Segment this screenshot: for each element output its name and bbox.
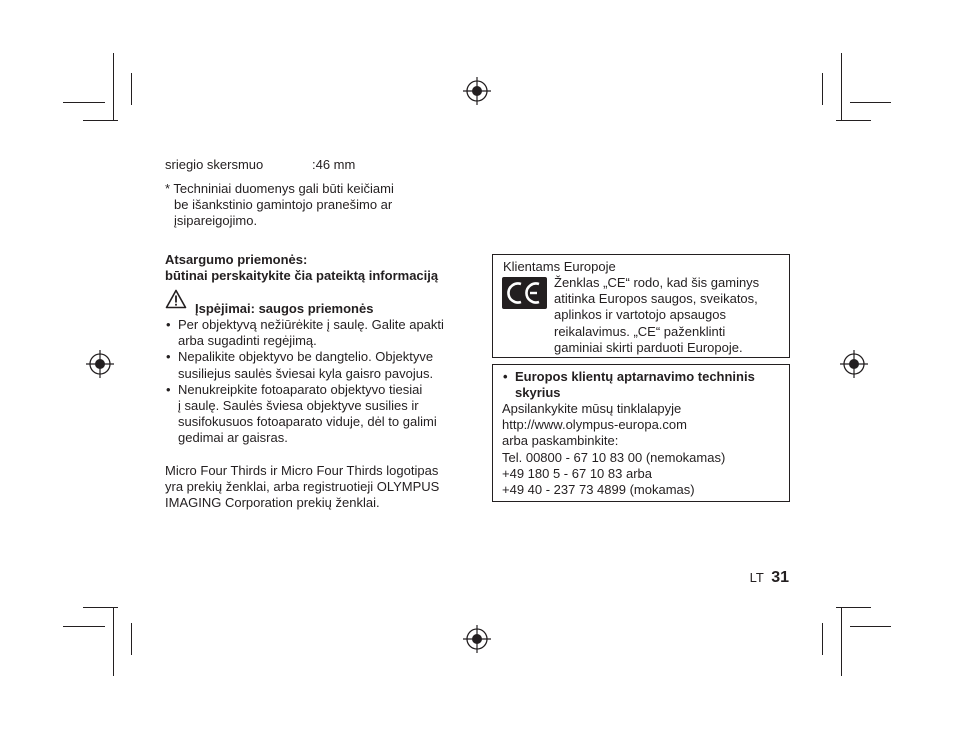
support-phone-line: +49 40 - 237 73 4899 (mokamas) [502, 482, 695, 498]
support-url: http://www.olympus-europa.com [502, 417, 687, 433]
spec-note-line: * Techniniai duomenys gali būti keičiami [165, 181, 394, 196]
crop-mark [822, 623, 823, 655]
spec-note [165, 181, 394, 230]
list-item-line: susifokusuos fotoaparato viduje, dėl to galimi [178, 414, 437, 430]
support-heading-line: • Europos klientų aptarnavimo techninis [515, 369, 755, 384]
ce-box-line: Ženklas „CE“ rodo, kad šis gaminys [554, 275, 760, 290]
registration-mark-icon [463, 625, 491, 653]
support-heading-line: skyrius [515, 385, 561, 401]
support-line: Apsilankykite mūsų tinklalapyje [502, 401, 682, 416]
ce-box-line: reikalavimus. „CE“ paženklinti [554, 323, 726, 339]
spec-label: sriegio skersmuo [165, 157, 264, 172]
ce-box-title: Klientams Europoje [503, 259, 616, 274]
registration-mark-icon [463, 77, 491, 105]
spec-row [165, 157, 263, 173]
registration-mark-icon [840, 350, 868, 378]
crop-mark [63, 626, 105, 627]
warning-list [165, 317, 444, 447]
crop-mark [131, 623, 132, 655]
support-info-box [492, 364, 790, 502]
list-item [165, 349, 444, 381]
list-item-line: susiliejus saulės šviesai kyla gaisro pavojus. [178, 365, 434, 381]
support-phone-line: Tel. 00800 - 67 10 83 00 (nemokamas) [502, 449, 726, 465]
support-heading [502, 369, 798, 401]
crop-mark [83, 120, 118, 121]
support-phone-line: +49 180 5 - 67 10 83 arba [502, 465, 652, 481]
list-item-line: į saulę. Saulės šviesa objektyve susilies ir [178, 398, 419, 414]
trademark-line: Micro Four Thirds ir Micro Four Thirds logotipas [165, 463, 439, 478]
registration-mark-icon [86, 350, 114, 378]
list-item-line: • Per objektyvą nežiūrėkite į saulę. Galite apakti [178, 317, 444, 332]
warning-triangle-icon [165, 289, 187, 309]
crop-mark [113, 53, 114, 121]
list-item-line: • Nepalikite objektyvo be dangtelio. Objektyve [178, 349, 434, 365]
crop-mark [113, 608, 114, 676]
list-item-line: gedimai ar gaisras. [178, 430, 288, 446]
spec-value: :46 mm [312, 157, 356, 172]
ce-box-line: atitinka Europos saugos, sveikatos, [554, 291, 758, 307]
list-item [165, 382, 444, 447]
safety-heading-line2: būtinai perskaitykite čia pateiktą informaciją [165, 268, 439, 284]
list-item-line: arba sugadinti regėjimą. [178, 333, 317, 349]
trademark-line: IMAGING Corporation prekių ženklai. [165, 495, 380, 511]
crop-mark [850, 102, 891, 103]
ce-box-line: aplinkos ir vartotojo apsaugos [554, 307, 726, 323]
support-line: arba paskambinkite: [502, 433, 619, 449]
trademark-line: yra prekių ženklai, arba registruotieji OLYMPUS [165, 479, 440, 495]
trademark-notice [165, 463, 439, 512]
spec-value-wrap [312, 157, 355, 173]
crop-mark [841, 53, 842, 121]
ce-box-text [554, 275, 759, 356]
ce-box-line: gaminiai skirti parduoti Europoje. [554, 339, 743, 355]
page-number: 31 [771, 569, 789, 586]
safety-heading-line1: Atsargumo priemonės: [165, 252, 308, 267]
language-code: LT [749, 570, 764, 585]
crop-mark [836, 120, 871, 121]
crop-mark [850, 626, 891, 627]
page-number-footer [750, 570, 789, 586]
safety-heading [165, 252, 438, 284]
ce-info-box [492, 254, 790, 358]
ce-logo-icon [502, 277, 547, 309]
crop-mark [822, 73, 823, 105]
crop-mark [841, 608, 842, 676]
list-item [165, 317, 444, 349]
crop-mark [131, 73, 132, 105]
list-item-line: • Nenukreipkite fotoaparato objektyvo tiesiai [178, 381, 423, 397]
spec-note-line: be išankstinio gamintojo pranešimo ar [174, 197, 393, 213]
crop-mark [63, 102, 105, 103]
support-text [502, 401, 725, 498]
warning-title: Įspėjimai: saugos priemonės [195, 301, 374, 316]
spec-note-line: įsipareigojimo. [174, 213, 258, 229]
